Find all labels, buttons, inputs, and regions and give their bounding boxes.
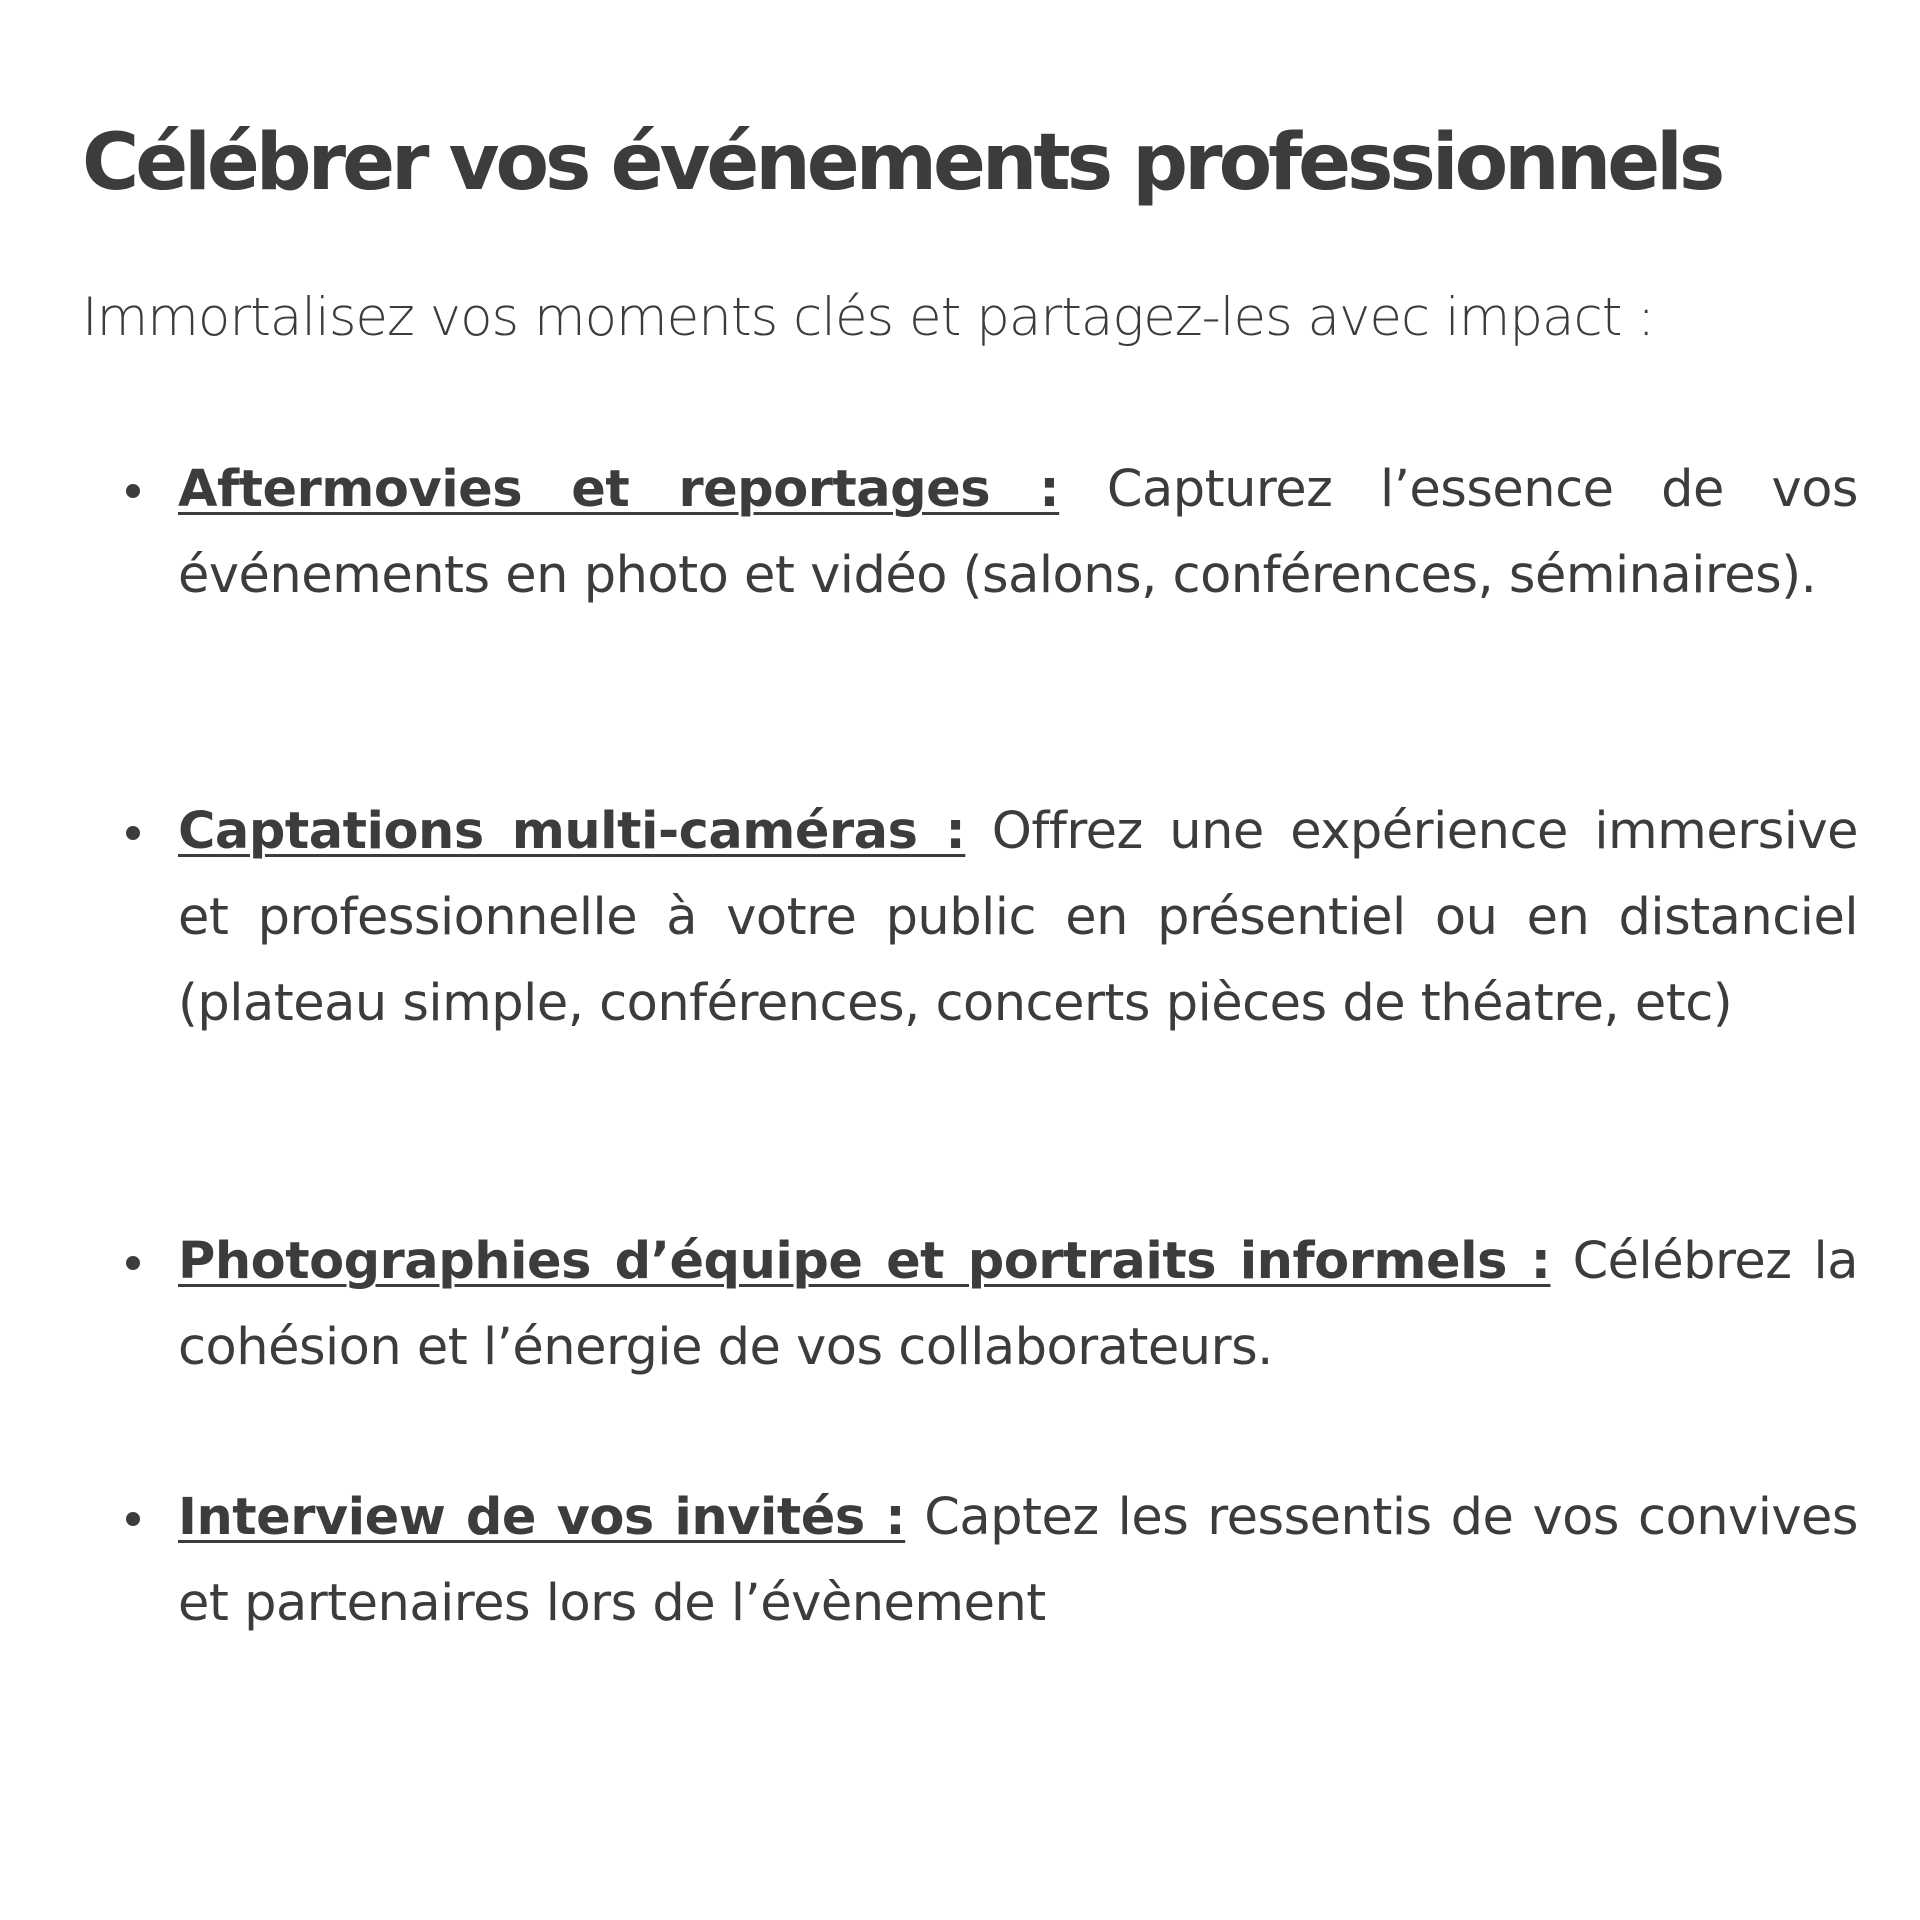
item-term: Aftermovies et reportages : <box>178 460 1060 519</box>
list-item <box>178 789 1858 1047</box>
item-description: Capturez l’essence de vos événements en photo et vidéo (salons, conférences, séminaires). <box>178 460 1859 605</box>
bullet-icon <box>126 1512 140 1526</box>
intro-text: Immortalisez vos moments clés et partagez-les avec impact : <box>82 287 1655 348</box>
bullet-icon <box>126 826 140 840</box>
item-description: Captez les ressentis de vos convives et partenaires lors de l’évènement <box>178 1488 1858 1633</box>
item-term: Captations multi-caméras : <box>178 802 966 861</box>
page-title: Célébrer vos événements professionnels <box>82 118 1722 208</box>
bullet-icon <box>126 1256 140 1270</box>
item-description: Offrez une expérience immersive et professionnelle à votre public en présentiel ou en distanciel (plateau simple, conférences, concerts pièces de théatre, etc) <box>178 802 1859 1033</box>
item-term: Interview de vos invités : <box>178 1488 906 1547</box>
bullet-icon <box>126 484 140 498</box>
list-item <box>178 1219 1858 1391</box>
item-term: Photographies d’équipe et portraits informels : <box>178 1232 1551 1291</box>
item-description: Célébrez la cohésion et l’énergie de vos collaborateurs. <box>178 1232 1858 1377</box>
list-item <box>178 447 1858 619</box>
list-item <box>178 1475 1858 1647</box>
